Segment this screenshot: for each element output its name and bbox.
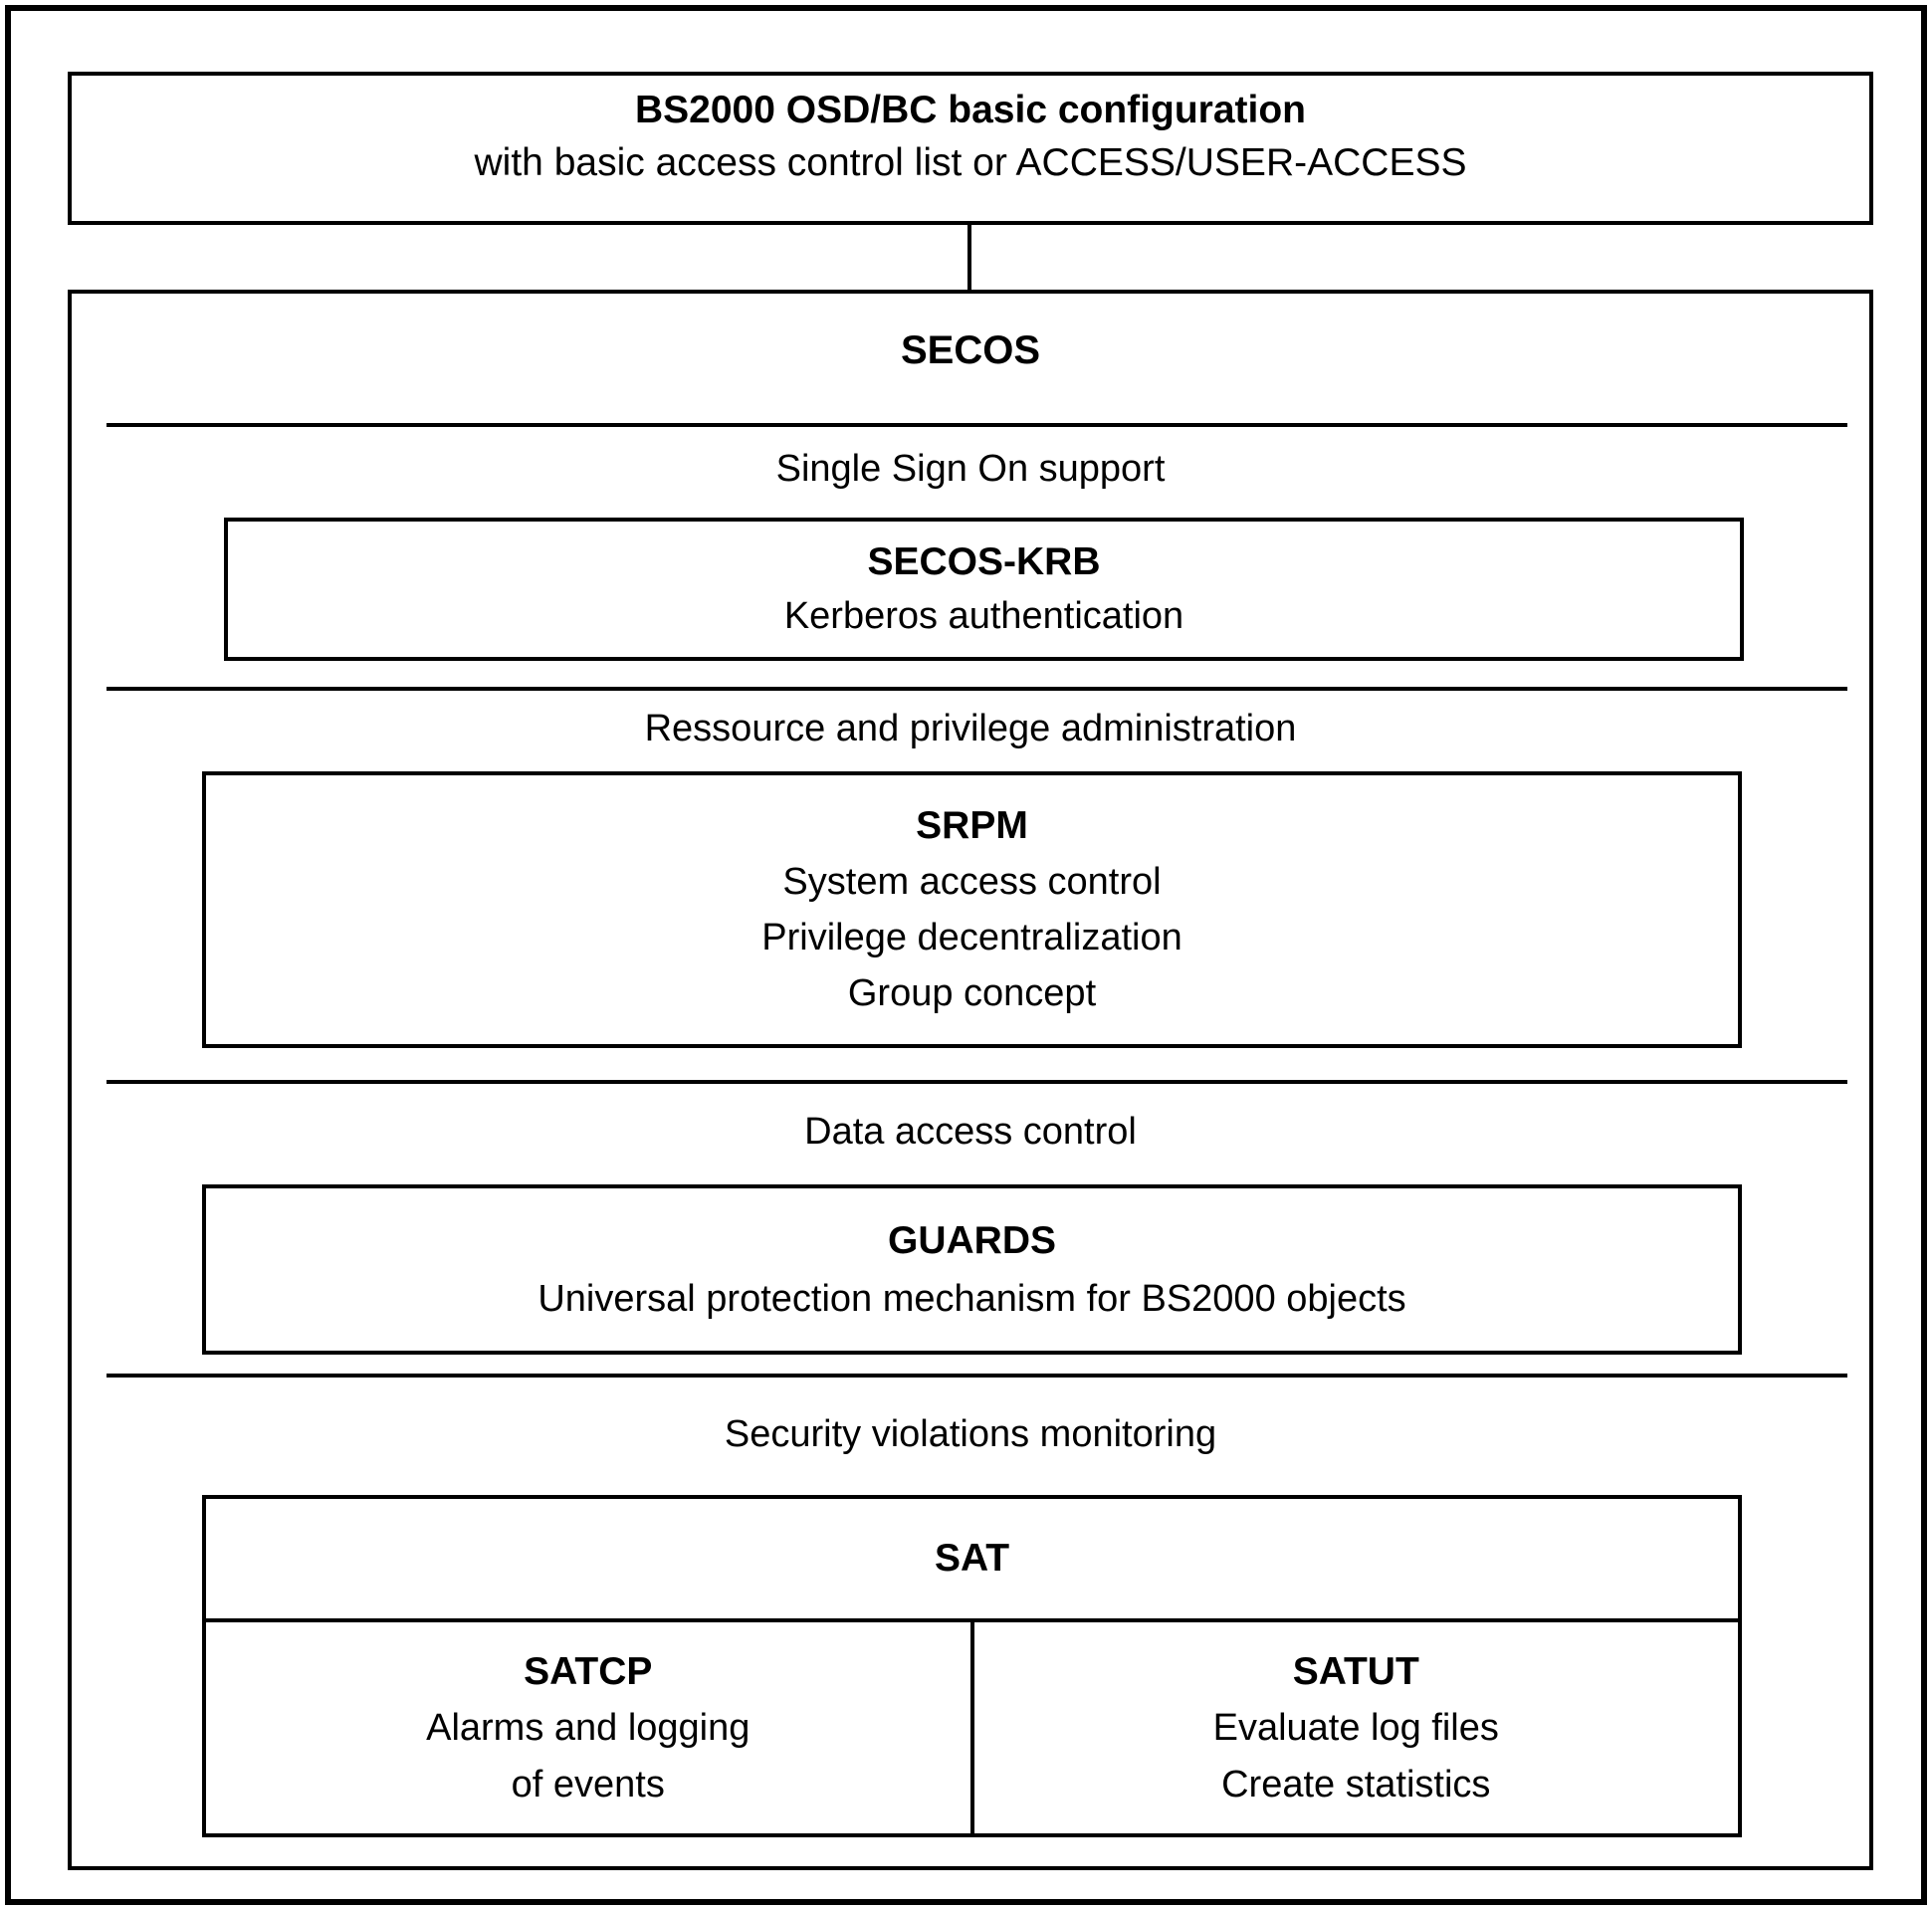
srpm-line-group-concept: Group concept (847, 972, 1097, 1014)
srpm-title: SRPM (916, 804, 1028, 847)
guards-box (202, 1184, 1742, 1355)
secos-krb-box (224, 518, 1744, 661)
basic-config-box (68, 72, 1873, 225)
sat-box (202, 1495, 1742, 1837)
satcp-column (206, 1622, 974, 1833)
section-label-security-violations-monitoring: Security violations monitoring (724, 1413, 1217, 1455)
satut-line-1: Evaluate log files (1212, 1706, 1499, 1749)
section-label-single-sign-on: Single Sign On support (775, 448, 1166, 490)
section-divider-sso (107, 423, 1847, 427)
section-divider-rpa (107, 687, 1847, 691)
satcp-title: SATCP (524, 1649, 653, 1693)
basic-config-subtitle: with basic access control list or ACCESS/USER-ACCESS (474, 141, 1467, 184)
secos-box (68, 290, 1873, 1870)
section-label-resource-privilege-admin: Ressource and privilege administration (644, 708, 1297, 749)
satut-column (974, 1622, 1739, 1833)
basic-config-title: BS2000 OSD/BC basic configuration (635, 89, 1306, 131)
section-divider-svm (107, 1374, 1847, 1378)
satut-line-2: Create statistics (1221, 1763, 1491, 1805)
section-label-data-access-control: Data access control (804, 1111, 1137, 1153)
guards-description: Universal protection mechanism for BS2000 objects (537, 1277, 1406, 1320)
srpm-line-system-access: System access control (782, 861, 1162, 903)
secos-title: SECOS (900, 328, 1041, 372)
satcp-line-1: Alarms and logging (426, 1706, 751, 1749)
sat-title: SAT (206, 1499, 1738, 1622)
satut-title: SATUT (1292, 1649, 1419, 1693)
guards-title: GUARDS (887, 1218, 1056, 1262)
connector-line (967, 225, 971, 292)
secos-krb-description: Kerberos authentication (783, 595, 1184, 637)
secos-krb-title: SECOS-KRB (867, 540, 1101, 583)
satcp-line-2: of events (511, 1763, 665, 1805)
srpm-line-privilege-decentralization: Privilege decentralization (761, 917, 1182, 958)
sat-columns (206, 1622, 1738, 1833)
section-divider-dac (107, 1080, 1847, 1084)
srpm-box (202, 771, 1742, 1048)
